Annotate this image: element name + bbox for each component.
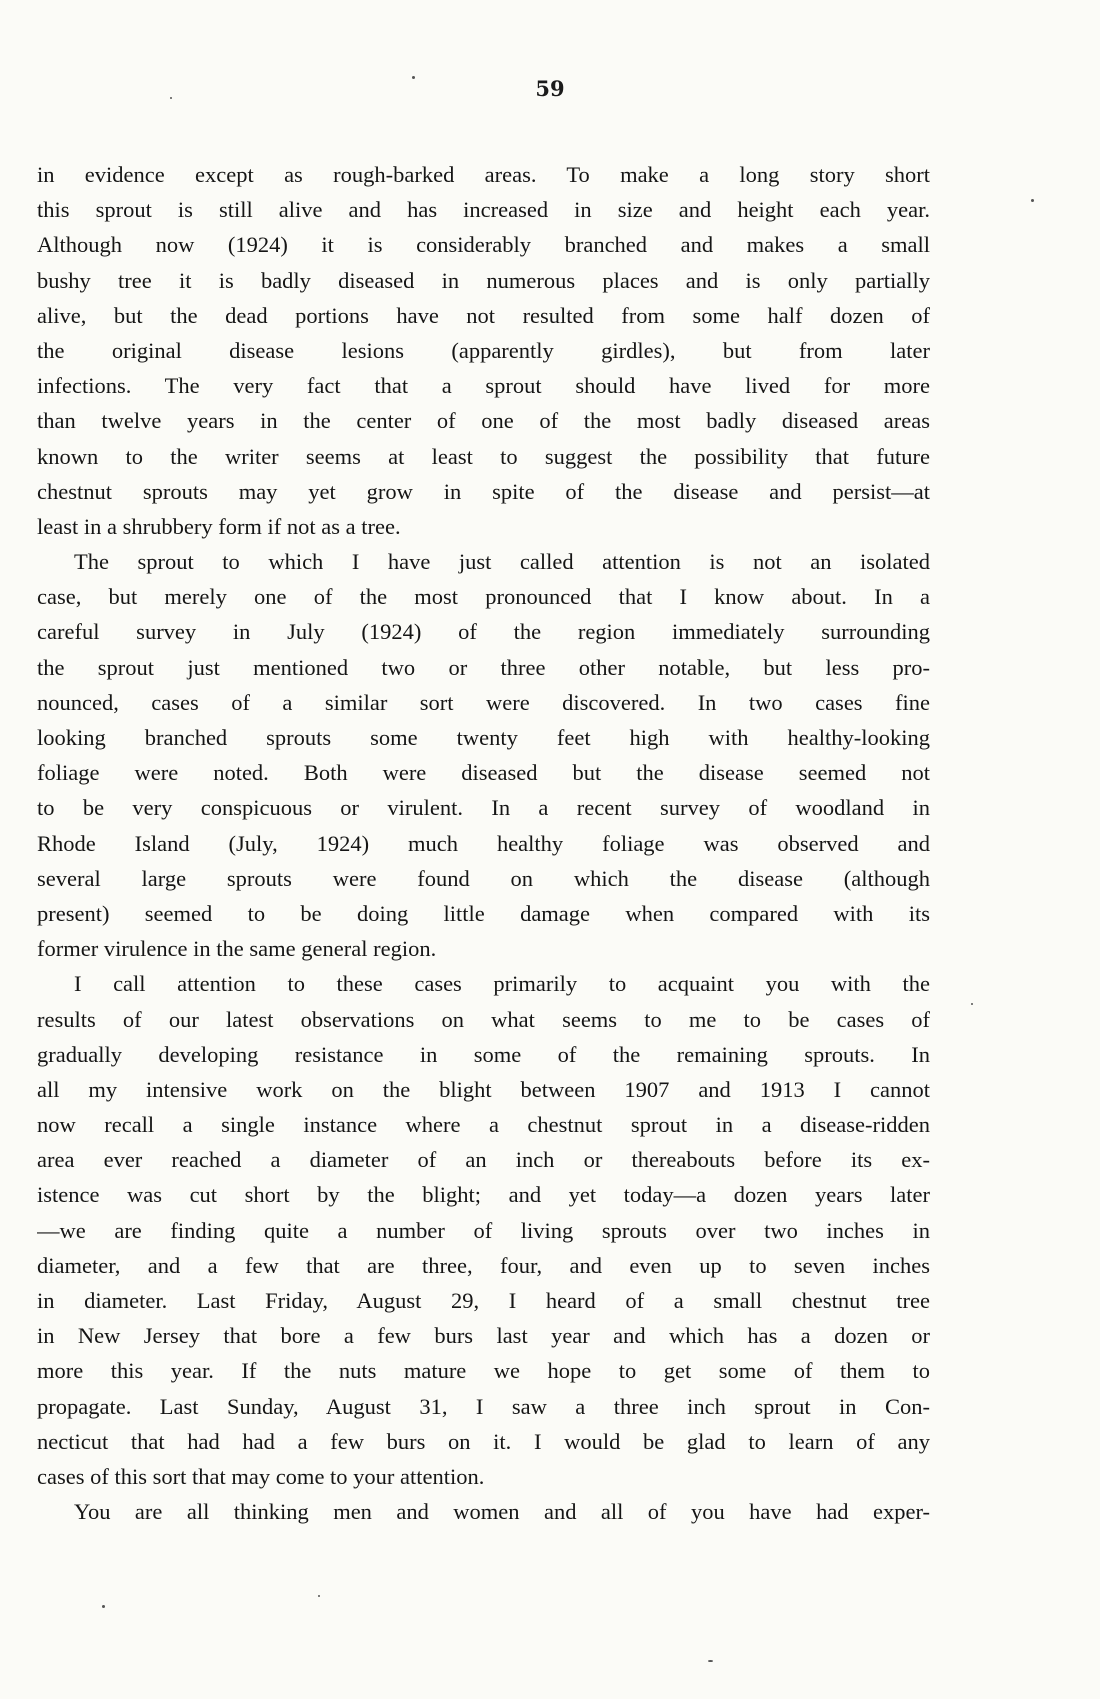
paragraph-1 xyxy=(37,157,930,544)
text-line: You are all thinking men and women and all of you have had exper- xyxy=(74,1499,930,1525)
text-line: in evidence except as rough-barked areas. To make a long story short xyxy=(37,162,930,187)
text-line: all my intensive work on the blight between 1907 and 1913 I cannot xyxy=(37,1076,930,1102)
text-line: area ever reached a diameter of an inch or thereabouts before its ex- xyxy=(37,1147,930,1173)
text-line: case, but merely one of the most pronounced that I know about. In a xyxy=(37,584,930,610)
text-line: —we are finding quite a number of living sprouts over two inches in xyxy=(37,1217,930,1243)
text-line: present) seemed to be doing little damage when compared with its xyxy=(37,900,930,926)
text-line: necticut that had had a few burs on it. I would be glad to learn of any xyxy=(37,1428,930,1454)
text-line: least in a shrubbery form if not as a tree. xyxy=(37,513,401,539)
text-line: alive, but the dead portions have not resulted from some half dozen of xyxy=(37,302,930,328)
scan-speck xyxy=(102,1605,105,1608)
text-line: careful survey in July (1924) of the region immediately surrounding xyxy=(37,619,930,645)
text-line: known to the writer seems at least to suggest the possibility that future xyxy=(37,443,930,469)
scan-speck xyxy=(412,76,415,79)
text-line: foliage were noted. Both were diseased but the disease seemed not xyxy=(37,760,930,786)
text-line: more this year. If the nuts mature we hope to get some of them to xyxy=(37,1358,930,1384)
paragraph-2 xyxy=(37,544,930,966)
text-line: gradually developing resistance in some of the remaining sprouts. In xyxy=(37,1041,930,1067)
text-line: the sprout just mentioned two or three other notable, but less pro- xyxy=(37,654,930,680)
text-line: results of our latest observations on what seems to me to be cases of xyxy=(37,1006,930,1032)
text-line: Rhode Island (July, 1924) much healthy foliage was observed and xyxy=(37,830,930,856)
page-number: 59 xyxy=(535,76,565,101)
scan-speck xyxy=(708,1660,713,1662)
text-line: infections. The very fact that a sprout should have lived for more xyxy=(37,373,930,399)
text-line: in diameter. Last Friday, August 29, I heard of a small chestnut tree xyxy=(37,1288,930,1313)
scan-speck xyxy=(971,1003,973,1005)
scan-speck xyxy=(170,97,172,99)
text-line: former virulence in the same general region. xyxy=(37,936,437,962)
text-line: several large sprouts were found on which the disease (although xyxy=(37,865,930,891)
text-line: cases of this sort that may come to your attention. xyxy=(37,1463,485,1489)
text-line: propagate. Last Sunday, August 31, I saw a three inch sprout in Con- xyxy=(37,1393,930,1419)
text-line: nounced, cases of a similar sort were discovered. In two cases fine xyxy=(37,689,930,715)
paragraph-3 xyxy=(37,966,930,1494)
text-line: istence was cut short by the blight; and yet today—a dozen years later xyxy=(37,1182,930,1208)
text-line: to be very conspicuous or virulent. In a recent survey of woodland in xyxy=(37,795,930,821)
text-line: looking branched sprouts some twenty feet high with healthy-looking xyxy=(37,725,930,750)
text-line: the original disease lesions (apparently girdles), but from later xyxy=(37,337,930,363)
body-text xyxy=(37,157,930,1529)
text-line: diameter, and a few that are three, four, and even up to seven inches xyxy=(37,1252,930,1278)
text-line: bushy tree it is badly diseased in numerous places and is only partially xyxy=(37,267,930,293)
text-line: this sprout is still alive and has increased in size and height each year. xyxy=(37,197,930,223)
text-line: Although now (1924) it is considerably branched and makes a small xyxy=(37,232,930,258)
scan-speck xyxy=(318,1595,320,1597)
paragraph-4 xyxy=(37,1494,930,1529)
text-line: than twelve years in the center of one of the most badly diseased areas xyxy=(37,408,930,434)
scan-speck xyxy=(1031,199,1034,202)
text-line: now recall a single instance where a chestnut sprout in a disease-ridden xyxy=(37,1112,930,1138)
text-line: chestnut sprouts may yet grow in spite of the disease and persist—at xyxy=(37,478,930,504)
text-line: in New Jersey that bore a few burs last year and which has a dozen or xyxy=(37,1323,930,1349)
text-line: The sprout to which I have just called attention is not an isolated xyxy=(74,549,930,575)
text-line: I call attention to these cases primarily to acquaint you with the xyxy=(74,971,930,997)
